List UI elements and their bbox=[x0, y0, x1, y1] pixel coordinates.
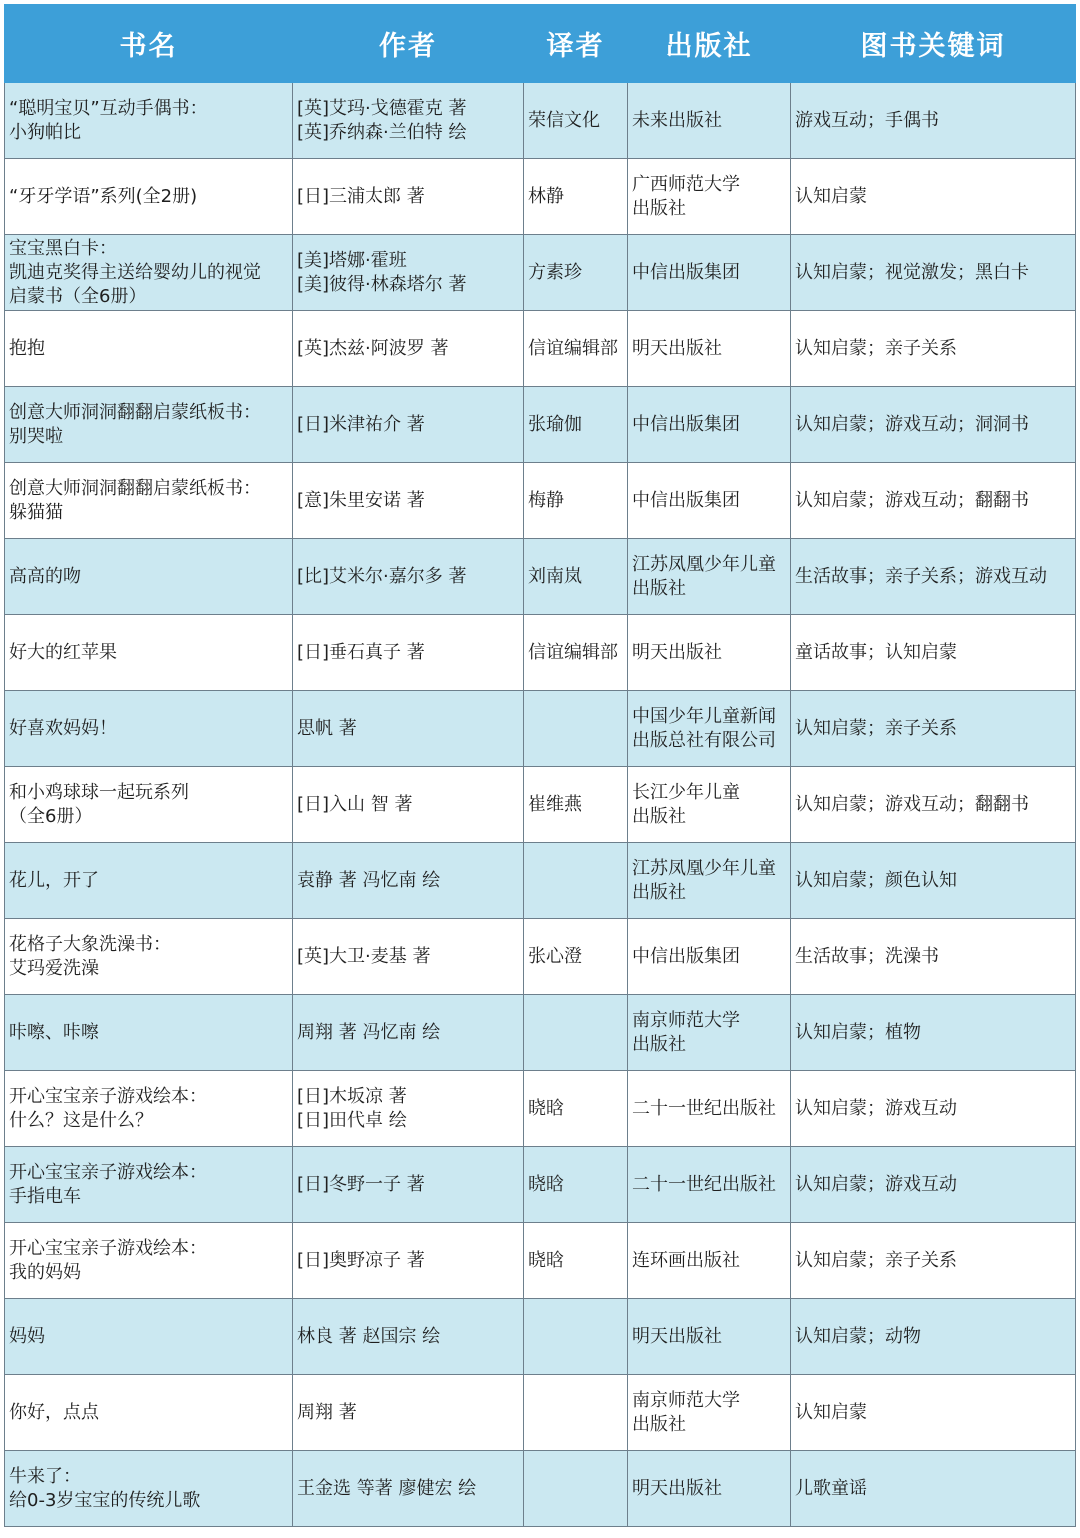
keywords-cell bbox=[791, 1223, 1076, 1299]
author-line: 王金选 等著 廖健宏 绘 bbox=[297, 1477, 477, 1499]
keywords-cell bbox=[791, 539, 1076, 615]
publisher-line: 明天出版社 bbox=[632, 1325, 722, 1347]
keywords-cell bbox=[791, 1375, 1076, 1451]
table-row bbox=[5, 1071, 1076, 1147]
publisher-cell bbox=[628, 995, 791, 1071]
translator-cell bbox=[524, 83, 628, 159]
publisher-cell bbox=[628, 843, 791, 919]
book-title-cell bbox=[5, 1223, 293, 1299]
translator-line: 刘南岚 bbox=[528, 565, 582, 587]
book-title-line: 开心宝宝亲子游戏绘本： bbox=[9, 1237, 207, 1259]
author-line: [意]朱里安诺 著 bbox=[297, 489, 425, 511]
book-title-cell bbox=[5, 1071, 293, 1147]
author-line: [美]彼得·林森塔尔 著 bbox=[297, 273, 467, 295]
publisher-line: 出版社 bbox=[632, 577, 686, 599]
book-title-cell bbox=[5, 1375, 293, 1451]
publisher-line: 明天出版社 bbox=[632, 1477, 722, 1499]
translator-cell bbox=[524, 1375, 628, 1451]
table-row bbox=[5, 539, 1076, 615]
header-translator: 译者 bbox=[524, 5, 628, 83]
publisher-line: 中信出版集团 bbox=[632, 261, 740, 283]
book-title-cell bbox=[5, 615, 293, 691]
book-title-line: 凯迪克奖得主送给婴幼儿的视觉 bbox=[9, 261, 261, 283]
book-title-line: 好大的红苹果 bbox=[9, 641, 117, 663]
keywords-cell bbox=[791, 463, 1076, 539]
table-row bbox=[5, 159, 1076, 235]
translator-line: 方素珍 bbox=[528, 261, 582, 283]
publisher-line: 江苏凤凰少年儿童 bbox=[632, 857, 776, 879]
book-title-cell bbox=[5, 843, 293, 919]
publisher-line: 二十一世纪出版社 bbox=[632, 1097, 776, 1119]
translator-cell bbox=[524, 767, 628, 843]
publisher-line: 中国少年儿童新闻 bbox=[632, 705, 776, 727]
translator-cell bbox=[524, 843, 628, 919]
author-cell bbox=[293, 843, 524, 919]
translator-line: 张心澄 bbox=[528, 945, 582, 967]
author-cell bbox=[293, 1147, 524, 1223]
author-line: [日]垂石真子 著 bbox=[297, 641, 425, 663]
publisher-line: 出版社 bbox=[632, 805, 686, 827]
book-title-line: 开心宝宝亲子游戏绘本： bbox=[9, 1085, 207, 1107]
keywords-line: 儿歌童谣 bbox=[795, 1477, 867, 1499]
book-title-line: 花儿，开了 bbox=[9, 869, 99, 891]
author-line: 周翔 著 bbox=[297, 1401, 357, 1423]
book-title-line: 好喜欢妈妈！ bbox=[9, 717, 117, 739]
translator-line: 晓晗 bbox=[528, 1249, 564, 1271]
keywords-line: 认知启蒙；游戏互动；翻翻书 bbox=[795, 489, 1029, 511]
keywords-line: 认知启蒙；亲子关系 bbox=[795, 717, 957, 739]
publisher-line: 未来出版社 bbox=[632, 109, 722, 131]
author-cell bbox=[293, 615, 524, 691]
author-cell bbox=[293, 83, 524, 159]
publisher-line: 出版社 bbox=[632, 1413, 686, 1435]
publisher-line: 南京师范大学 bbox=[632, 1389, 740, 1411]
book-title-cell bbox=[5, 919, 293, 995]
translator-cell bbox=[524, 1147, 628, 1223]
publisher-cell bbox=[628, 1223, 791, 1299]
book-title-line: 手指电车 bbox=[9, 1185, 81, 1207]
book-title-cell bbox=[5, 387, 293, 463]
book-title-line: 妈妈 bbox=[9, 1325, 45, 1347]
translator-cell bbox=[524, 463, 628, 539]
keywords-line: 生活故事；洗澡书 bbox=[795, 945, 939, 967]
publisher-line: 二十一世纪出版社 bbox=[632, 1173, 776, 1195]
keywords-line: 认知启蒙；游戏互动；翻翻书 bbox=[795, 793, 1029, 815]
table-row bbox=[5, 1299, 1076, 1375]
table-row bbox=[5, 1375, 1076, 1451]
keywords-cell bbox=[791, 691, 1076, 767]
keywords-cell bbox=[791, 311, 1076, 387]
translator-line: 晓晗 bbox=[528, 1097, 564, 1119]
keywords-line: 生活故事；亲子关系；游戏互动 bbox=[795, 565, 1047, 587]
author-line: 袁静 著 冯忆南 绘 bbox=[297, 869, 441, 891]
keywords-line: 认知启蒙 bbox=[795, 1401, 867, 1423]
table-header-row bbox=[5, 5, 1076, 83]
keywords-cell bbox=[791, 387, 1076, 463]
author-cell bbox=[293, 387, 524, 463]
publisher-line: 出版社 bbox=[632, 197, 686, 219]
table-row bbox=[5, 691, 1076, 767]
publisher-line: 出版社 bbox=[632, 1033, 686, 1055]
table-row bbox=[5, 1451, 1076, 1527]
publisher-cell bbox=[628, 1071, 791, 1147]
keywords-line: 认知启蒙；颜色认知 bbox=[795, 869, 957, 891]
author-line: [日]冬野一子 著 bbox=[297, 1173, 425, 1195]
table-row bbox=[5, 311, 1076, 387]
keywords-cell bbox=[791, 995, 1076, 1071]
book-title-cell bbox=[5, 1451, 293, 1527]
translator-cell bbox=[524, 539, 628, 615]
table-row bbox=[5, 843, 1076, 919]
author-line: 周翔 著 冯忆南 绘 bbox=[297, 1021, 441, 1043]
translator-cell bbox=[524, 995, 628, 1071]
publisher-line: 中信出版集团 bbox=[632, 413, 740, 435]
translator-cell bbox=[524, 235, 628, 311]
author-line: [美]塔娜·霍班 bbox=[297, 249, 407, 271]
book-title-line: 你好，点点 bbox=[9, 1401, 99, 1423]
translator-cell bbox=[524, 311, 628, 387]
author-cell bbox=[293, 1299, 524, 1375]
author-line: 林良 著 赵国宗 绘 bbox=[297, 1325, 441, 1347]
author-cell bbox=[293, 691, 524, 767]
publisher-line: 中信出版集团 bbox=[632, 489, 740, 511]
author-cell bbox=[293, 311, 524, 387]
book-title-line: 别哭啦 bbox=[9, 425, 63, 447]
publisher-line: 中信出版集团 bbox=[632, 945, 740, 967]
keywords-line: 认知启蒙；动物 bbox=[795, 1325, 921, 1347]
keywords-line: 认知启蒙；视觉激发；黑白卡 bbox=[795, 261, 1029, 283]
publisher-cell bbox=[628, 691, 791, 767]
publisher-cell bbox=[628, 1147, 791, 1223]
author-cell bbox=[293, 995, 524, 1071]
book-title-line: 花格子大象洗澡书： bbox=[9, 933, 171, 955]
book-title-cell bbox=[5, 1147, 293, 1223]
translator-line: 林静 bbox=[528, 185, 564, 207]
keywords-cell bbox=[791, 1147, 1076, 1223]
keywords-line: 童话故事；认知启蒙 bbox=[795, 641, 957, 663]
translator-line: 信谊编辑部 bbox=[528, 641, 618, 663]
publisher-cell bbox=[628, 387, 791, 463]
author-line: [日]入山 智 著 bbox=[297, 793, 413, 815]
publisher-cell bbox=[628, 235, 791, 311]
translator-line: 信谊编辑部 bbox=[528, 337, 618, 359]
book-title-line: 躲猫猫 bbox=[9, 501, 63, 523]
translator-cell bbox=[524, 1299, 628, 1375]
publisher-line: 南京师范大学 bbox=[632, 1009, 740, 1031]
author-line: [比]艾米尔·嘉尔多 著 bbox=[297, 565, 467, 587]
author-cell bbox=[293, 235, 524, 311]
author-line: [日]三浦太郎 著 bbox=[297, 185, 425, 207]
translator-cell bbox=[524, 691, 628, 767]
keywords-cell bbox=[791, 1071, 1076, 1147]
author-line: [英]大卫·麦基 著 bbox=[297, 945, 431, 967]
book-title-line: 艾玛爱洗澡 bbox=[9, 957, 99, 979]
translator-line: 梅静 bbox=[528, 489, 564, 511]
translator-cell bbox=[524, 1451, 628, 1527]
publisher-cell bbox=[628, 539, 791, 615]
translator-line: 张瑜伽 bbox=[528, 413, 582, 435]
author-cell bbox=[293, 1375, 524, 1451]
table-row bbox=[5, 1147, 1076, 1223]
table-row bbox=[5, 463, 1076, 539]
book-title-cell bbox=[5, 83, 293, 159]
book-title-line: 开心宝宝亲子游戏绘本： bbox=[9, 1161, 207, 1183]
book-table bbox=[4, 4, 1076, 1527]
keywords-line: 认知启蒙；游戏互动 bbox=[795, 1097, 957, 1119]
publisher-cell bbox=[628, 463, 791, 539]
author-cell bbox=[293, 767, 524, 843]
author-line: [日]木坂凉 著 bbox=[297, 1085, 407, 1107]
keywords-line: 认知启蒙；亲子关系 bbox=[795, 1249, 957, 1271]
table-row bbox=[5, 995, 1076, 1071]
translator-line: 崔维燕 bbox=[528, 793, 582, 815]
book-title-cell bbox=[5, 767, 293, 843]
author-cell bbox=[293, 159, 524, 235]
book-title-cell bbox=[5, 159, 293, 235]
header-keywords: 图书关键词 bbox=[791, 5, 1076, 83]
keywords-cell bbox=[791, 843, 1076, 919]
book-title-line: 我的妈妈 bbox=[9, 1261, 81, 1283]
keywords-line: 游戏互动；手偶书 bbox=[795, 109, 939, 131]
translator-line: 荣信文化 bbox=[528, 109, 600, 131]
book-title-line: 高高的吻 bbox=[9, 565, 81, 587]
author-line: [日]田代卓 绘 bbox=[297, 1109, 407, 1131]
keywords-line: 认知启蒙；游戏互动 bbox=[795, 1173, 957, 1195]
translator-cell bbox=[524, 1223, 628, 1299]
table-row bbox=[5, 235, 1076, 311]
keywords-cell bbox=[791, 767, 1076, 843]
header-title: 书名 bbox=[5, 5, 293, 83]
book-title-line: 什么？这是什么？ bbox=[9, 1109, 153, 1131]
keywords-cell bbox=[791, 919, 1076, 995]
translator-cell bbox=[524, 1071, 628, 1147]
book-title-cell bbox=[5, 539, 293, 615]
publisher-line: 出版总社有限公司 bbox=[632, 729, 776, 751]
translator-cell bbox=[524, 387, 628, 463]
publisher-cell bbox=[628, 159, 791, 235]
publisher-cell bbox=[628, 1299, 791, 1375]
keywords-line: 认知启蒙；游戏互动；洞洞书 bbox=[795, 413, 1029, 435]
book-title-cell bbox=[5, 1299, 293, 1375]
keywords-cell bbox=[791, 615, 1076, 691]
book-title-line: 牛来了： bbox=[9, 1465, 81, 1487]
book-title-cell bbox=[5, 235, 293, 311]
translator-cell bbox=[524, 919, 628, 995]
table-body bbox=[5, 83, 1076, 1527]
book-title-line: 小狗帕比 bbox=[9, 121, 81, 143]
author-line: [日]奥野凉子 著 bbox=[297, 1249, 425, 1271]
author-cell bbox=[293, 919, 524, 995]
publisher-cell bbox=[628, 919, 791, 995]
book-title-cell bbox=[5, 463, 293, 539]
publisher-cell bbox=[628, 615, 791, 691]
keywords-cell bbox=[791, 1451, 1076, 1527]
book-title-line: 创意大师洞洞翻翻启蒙纸板书： bbox=[9, 477, 261, 499]
author-line: [日]米津祐介 著 bbox=[297, 413, 425, 435]
translator-cell bbox=[524, 615, 628, 691]
publisher-line: 明天出版社 bbox=[632, 337, 722, 359]
book-title-line: 和小鸡球球一起玩系列 bbox=[9, 781, 189, 803]
publisher-line: 长江少年儿童 bbox=[632, 781, 740, 803]
author-cell bbox=[293, 1071, 524, 1147]
author-cell bbox=[293, 1451, 524, 1527]
book-title-line: 抱抱 bbox=[9, 337, 45, 359]
author-line: [英]艾玛·戈德霍克 著 bbox=[297, 97, 467, 119]
book-title-line: 宝宝黑白卡： bbox=[9, 237, 117, 259]
publisher-cell bbox=[628, 83, 791, 159]
author-line: 思帆 著 bbox=[297, 717, 357, 739]
publisher-line: 出版社 bbox=[632, 881, 686, 903]
book-list-sheet bbox=[4, 4, 1075, 1527]
book-title-line: 给0-3岁宝宝的传统儿歌 bbox=[9, 1489, 201, 1511]
publisher-line: 明天出版社 bbox=[632, 641, 722, 663]
author-cell bbox=[293, 463, 524, 539]
author-line: [英]乔纳森·兰伯特 绘 bbox=[297, 121, 467, 143]
table-row bbox=[5, 387, 1076, 463]
book-title-line: 咔嚓、咔嚓 bbox=[9, 1021, 99, 1043]
translator-line: 晓晗 bbox=[528, 1173, 564, 1195]
translator-cell bbox=[524, 159, 628, 235]
keywords-cell bbox=[791, 159, 1076, 235]
table-row bbox=[5, 83, 1076, 159]
book-title-cell bbox=[5, 995, 293, 1071]
author-line: [英]杰兹·阿波罗 著 bbox=[297, 337, 449, 359]
publisher-cell bbox=[628, 1375, 791, 1451]
book-title-line: （全6册） bbox=[9, 805, 93, 827]
keywords-line: 认知启蒙 bbox=[795, 185, 867, 207]
keywords-line: 认知启蒙；植物 bbox=[795, 1021, 921, 1043]
book-title-line: “聪明宝贝”互动手偶书： bbox=[9, 97, 208, 119]
header-publisher: 出版社 bbox=[628, 5, 791, 83]
table-row bbox=[5, 919, 1076, 995]
publisher-cell bbox=[628, 311, 791, 387]
publisher-cell bbox=[628, 1451, 791, 1527]
publisher-cell bbox=[628, 767, 791, 843]
header-author: 作者 bbox=[293, 5, 524, 83]
keywords-cell bbox=[791, 1299, 1076, 1375]
book-title-line: 创意大师洞洞翻翻启蒙纸板书： bbox=[9, 401, 261, 423]
publisher-line: 广西师范大学 bbox=[632, 173, 740, 195]
table-row bbox=[5, 615, 1076, 691]
book-title-line: 启蒙书（全6册） bbox=[9, 285, 147, 307]
publisher-line: 江苏凤凰少年儿童 bbox=[632, 553, 776, 575]
keywords-cell bbox=[791, 83, 1076, 159]
book-title-cell bbox=[5, 311, 293, 387]
publisher-line: 连环画出版社 bbox=[632, 1249, 740, 1271]
keywords-cell bbox=[791, 235, 1076, 311]
author-cell bbox=[293, 1223, 524, 1299]
table-row bbox=[5, 1223, 1076, 1299]
table-row bbox=[5, 767, 1076, 843]
book-title-cell bbox=[5, 691, 293, 767]
keywords-line: 认知启蒙；亲子关系 bbox=[795, 337, 957, 359]
author-cell bbox=[293, 539, 524, 615]
book-title-line: “牙牙学语”系列(全2册) bbox=[9, 185, 198, 207]
